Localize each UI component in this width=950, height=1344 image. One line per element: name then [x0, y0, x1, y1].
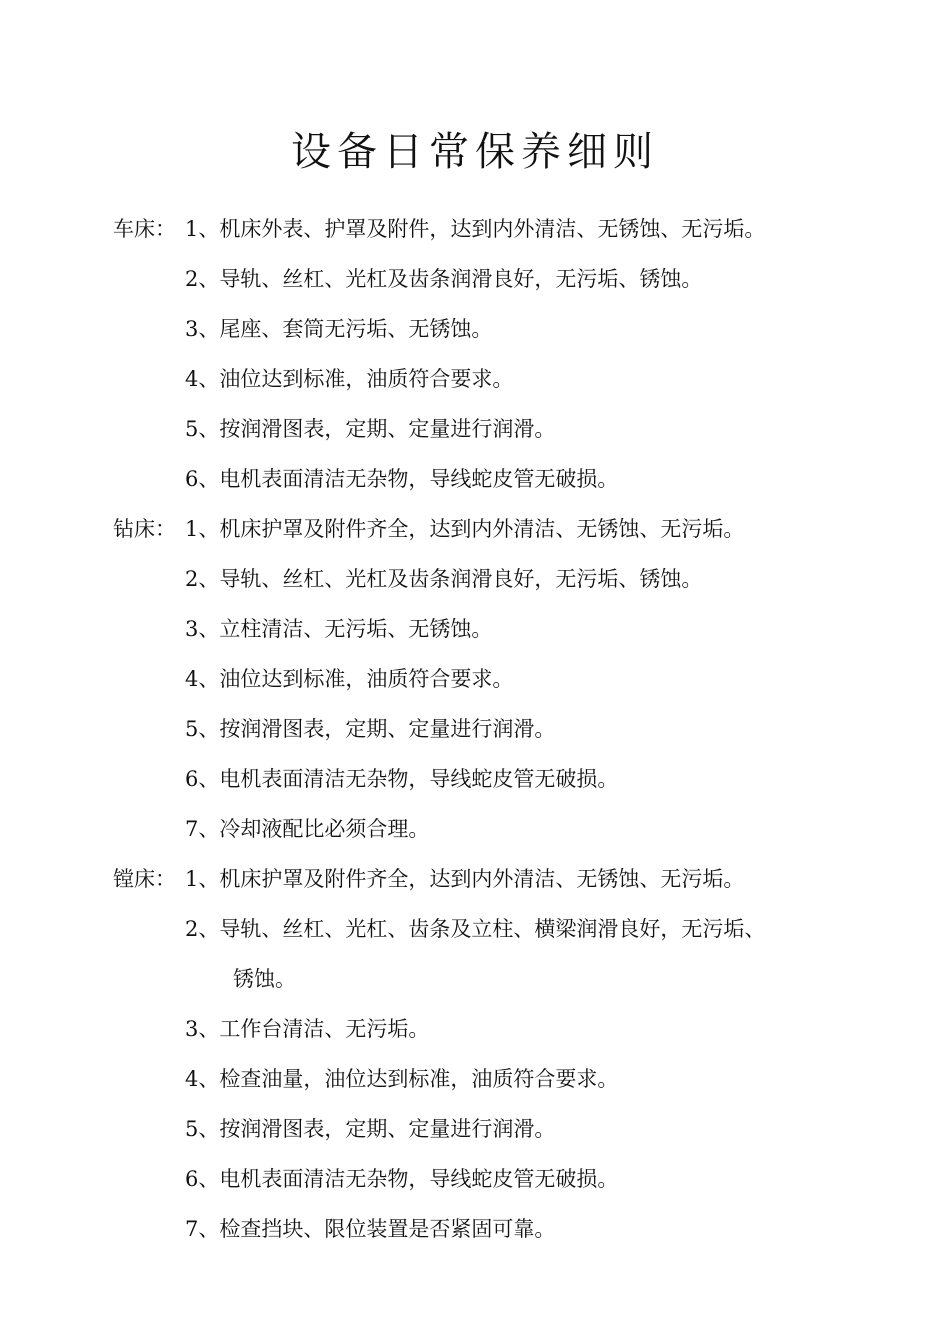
- item-text: 4、检查油量，油位达到标准，油质符合要求。: [185, 1067, 619, 1091]
- item-text: 2、导轨、丝杠、光杠及齿条润滑良好，无污垢、锈蚀。: [185, 567, 703, 591]
- section-label: 镗床：: [113, 867, 176, 891]
- item-text: 1、机床护罩及附件齐全，达到内外清洁、无锈蚀、无污垢。: [185, 517, 745, 541]
- item-text: 7、检查挡块、限位装置是否紧固可靠。: [185, 1217, 556, 1241]
- item-text: 5、按润滑图表，定期、定量进行润滑。: [185, 417, 556, 441]
- list-item: [113, 953, 873, 1003]
- item-text: 6、电机表面清洁无杂物，导线蛇皮管无破损。: [185, 467, 619, 491]
- item-text: 7、冷却液配比必须合理。: [185, 817, 430, 841]
- section-3: [113, 853, 873, 1253]
- list-item: [113, 1003, 873, 1053]
- list-item: [113, 1053, 873, 1103]
- list-item: [113, 203, 873, 253]
- list-item: [113, 403, 873, 453]
- list-item: [113, 703, 873, 753]
- list-item: [113, 753, 873, 803]
- item-text: 2、导轨、丝杠、光杠、齿条及立柱、横梁润滑良好，无污垢、: [185, 917, 766, 941]
- list-item: [113, 603, 873, 653]
- section-label: 钻床：: [113, 517, 176, 541]
- document-title: 设备日常保养细则: [291, 129, 659, 175]
- item-text: 2、导轨、丝杠、光杠及齿条润滑良好，无污垢、锈蚀。: [185, 267, 703, 291]
- item-text: 6、电机表面清洁无杂物，导线蛇皮管无破损。: [185, 767, 619, 791]
- list-item: [113, 1203, 873, 1253]
- list-item: [113, 453, 873, 503]
- list-item: [113, 853, 873, 903]
- list-item: [113, 553, 873, 603]
- item-text: 4、油位达到标准，油质符合要求。: [185, 367, 514, 391]
- list-item: [113, 303, 873, 353]
- list-item: [113, 253, 873, 303]
- item-text: 3、尾座、套筒无污垢、无锈蚀。: [185, 317, 493, 341]
- item-text: 1、机床外表、护罩及附件，达到内外清洁、无锈蚀、无污垢。: [185, 217, 766, 241]
- maintenance-sections: [113, 203, 873, 1253]
- section-1: [113, 203, 873, 503]
- list-item: [113, 1153, 873, 1203]
- section-label: 车床：: [113, 217, 176, 241]
- list-item: [113, 803, 873, 853]
- list-item: [113, 903, 873, 953]
- item-text: 锈蚀。: [233, 967, 296, 991]
- item-text: 5、按润滑图表，定期、定量进行润滑。: [185, 1117, 556, 1141]
- list-item: [113, 1103, 873, 1153]
- item-text: 1、机床护罩及附件齐全，达到内外清洁、无锈蚀、无污垢。: [185, 867, 745, 891]
- item-text: 4、油位达到标准，油质符合要求。: [185, 667, 514, 691]
- list-item: [113, 653, 873, 703]
- item-text: 3、工作台清洁、无污垢。: [185, 1017, 430, 1041]
- item-text: 6、电机表面清洁无杂物，导线蛇皮管无破损。: [185, 1167, 619, 1191]
- list-item: [113, 353, 873, 403]
- item-text: 5、按润滑图表，定期、定量进行润滑。: [185, 717, 556, 741]
- section-2: [113, 503, 873, 853]
- item-text: 3、立柱清洁、无污垢、无锈蚀。: [185, 617, 493, 641]
- list-item: [113, 503, 873, 553]
